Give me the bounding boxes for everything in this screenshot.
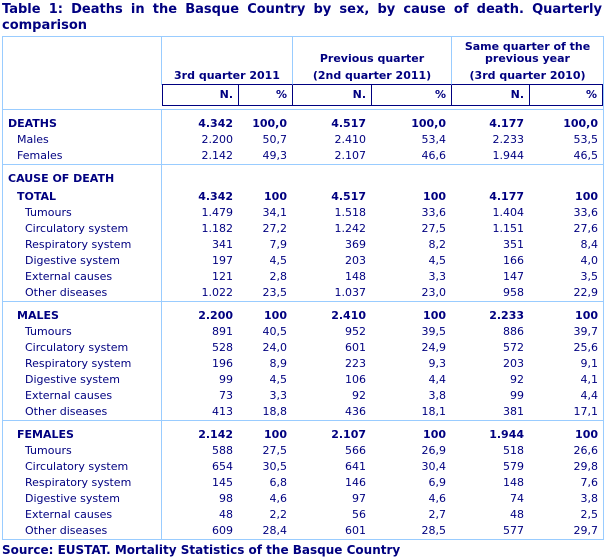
- row-label-cell: External causes: [3, 269, 162, 285]
- table-row: [3, 205, 603, 221]
- table-row: [3, 421, 603, 443]
- row-label-cell: TOTAL: [3, 187, 162, 205]
- value-cell: [292, 165, 371, 187]
- title-line-2: comparison: [2, 18, 88, 33]
- value-cell: 23,5: [238, 285, 292, 302]
- value-cell: 2.233: [489, 309, 525, 322]
- value-cell: 381: [451, 404, 529, 421]
- table-row: [3, 132, 603, 148]
- value-cell: 100: [575, 428, 599, 441]
- row-label-cell: Digestive system: [3, 253, 162, 269]
- value-cell: [451, 165, 529, 187]
- value-cell: 18,1: [371, 404, 451, 421]
- value-cell: 223: [345, 357, 366, 370]
- value-cell: 49,3: [238, 148, 292, 165]
- value-cell: 146: [345, 476, 366, 489]
- value-cell: 100,0: [563, 117, 599, 130]
- value-cell: 6,8: [269, 476, 287, 489]
- row-label-cell: Females: [3, 148, 162, 165]
- value-cell: 48: [510, 508, 525, 521]
- value-cell: 1.037: [292, 285, 371, 302]
- value-cell: 27,6: [573, 222, 599, 235]
- value-cell: 3,8: [428, 389, 447, 402]
- value-cell: 8,9: [269, 357, 287, 370]
- value-cell: 53,4: [421, 133, 447, 146]
- value-cell: 4,0: [580, 254, 599, 267]
- value-cell: 28,5: [421, 524, 447, 537]
- value-cell: 4,5: [428, 254, 447, 267]
- value-cell: 29,7: [573, 524, 599, 537]
- value-cell: 99: [510, 389, 525, 402]
- value-cell: 33,6: [573, 206, 599, 219]
- value-cell: 413: [162, 404, 238, 421]
- subheader-n: N.: [292, 85, 371, 106]
- value-cell: 26,9: [421, 444, 447, 457]
- value-cell: [529, 165, 603, 187]
- row-label-cell: External causes: [3, 507, 162, 523]
- row-label-cell: Tumours: [3, 324, 162, 340]
- value-cell: 24,9: [421, 341, 447, 354]
- table-row: [3, 110, 603, 132]
- table-body: [3, 110, 603, 539]
- value-cell: 1.182: [201, 222, 233, 235]
- value-cell: 27,2: [262, 222, 287, 235]
- value-cell: 29,8: [573, 460, 599, 473]
- value-cell: 4,6: [428, 492, 447, 505]
- value-cell: 98: [219, 492, 233, 505]
- value-cell: 33,6: [421, 206, 447, 219]
- value-cell: 6,9: [428, 476, 447, 489]
- deaths-by-cause-table: [3, 37, 603, 539]
- value-cell: 147: [503, 270, 525, 283]
- value-cell: 369: [345, 238, 366, 251]
- value-cell: 30,4: [421, 460, 447, 473]
- value-cell: 436: [292, 404, 371, 421]
- value-cell: 641: [345, 460, 366, 473]
- value-cell: 2,7: [428, 508, 447, 521]
- title-line-1: Table 1: Deaths in the Basque Country by sex, by cause of death. Quarterly: [2, 2, 602, 17]
- value-cell: 25,6: [573, 341, 599, 354]
- value-cell: 92: [352, 389, 366, 402]
- value-cell: 1.944: [451, 148, 529, 165]
- value-cell: 30,5: [262, 460, 287, 473]
- subheader-n: N.: [162, 85, 238, 106]
- value-cell: 100: [423, 190, 447, 203]
- row-label-cell: Circulatory system: [3, 221, 162, 237]
- value-cell: 4,4: [580, 389, 599, 402]
- table-row: [3, 388, 603, 404]
- value-cell: 528: [212, 341, 233, 354]
- value-cell: 166: [503, 254, 525, 267]
- value-cell: 351: [503, 238, 525, 251]
- value-cell: 34,1: [262, 206, 287, 219]
- table-row: [3, 372, 603, 388]
- table-row: [3, 443, 603, 459]
- value-cell: 3,5: [580, 270, 599, 283]
- value-cell: 148: [345, 270, 366, 283]
- row-label-cell: Digestive system: [3, 491, 162, 507]
- value-cell: 9,3: [428, 357, 447, 370]
- value-cell: 572: [503, 341, 525, 354]
- table-row: [3, 475, 603, 491]
- value-cell: 2,2: [269, 508, 287, 521]
- value-cell: 92: [510, 373, 525, 386]
- value-cell: 2.410: [331, 309, 366, 322]
- value-cell: 197: [212, 254, 233, 267]
- value-cell: 196: [212, 357, 233, 370]
- table-row: [3, 221, 603, 237]
- value-cell: 566: [345, 444, 366, 457]
- value-cell: 2,8: [269, 270, 287, 283]
- value-cell: 654: [212, 460, 233, 473]
- value-cell: [371, 165, 451, 187]
- source-note: Source: EUSTAT. Mortality Statistics of the Basque Country: [2, 543, 401, 557]
- value-cell: 1.022: [162, 285, 238, 302]
- row-label-cell: Tumours: [3, 443, 162, 459]
- value-cell: 886: [503, 325, 525, 338]
- table-row: [3, 340, 603, 356]
- value-cell: 17,1: [529, 404, 603, 421]
- value-cell: 3,8: [580, 492, 599, 505]
- mortality-table: [2, 36, 604, 540]
- value-cell: 100: [423, 309, 447, 322]
- value-cell: 577: [503, 524, 525, 537]
- value-cell: 1.944: [489, 428, 525, 441]
- row-label-cell: Digestive system: [3, 372, 162, 388]
- group-title: Same quarter of the previous year: [464, 40, 591, 65]
- value-cell: 50,7: [262, 133, 287, 146]
- value-cell: 4,5: [269, 373, 287, 386]
- table-row: [3, 491, 603, 507]
- value-cell: 4.177: [489, 117, 525, 130]
- table-row: [3, 253, 603, 269]
- row-label-cell: Circulatory system: [3, 340, 162, 356]
- value-cell: 958: [451, 285, 529, 302]
- table-row: [3, 507, 603, 523]
- value-cell: 24,0: [262, 341, 287, 354]
- table-row: [3, 237, 603, 253]
- value-cell: 8,4: [580, 238, 599, 251]
- group-subtitle: (3rd quarter 2010): [469, 69, 586, 82]
- corner-cell: [3, 37, 162, 85]
- value-cell: 3,3: [269, 389, 287, 402]
- value-cell: 601: [345, 524, 366, 537]
- row-label-cell: Respiratory system: [3, 475, 162, 491]
- value-cell: 2.107: [292, 148, 371, 165]
- value-cell: 8,2: [428, 238, 447, 251]
- value-cell: 891: [212, 325, 233, 338]
- value-cell: 100: [575, 309, 599, 322]
- value-cell: 579: [503, 460, 525, 473]
- value-cell: 609: [212, 524, 233, 537]
- value-cell: [238, 165, 292, 187]
- value-cell: 4.517: [331, 117, 366, 130]
- row-label-cell: Males: [3, 132, 162, 148]
- value-cell: 2.200: [198, 309, 233, 322]
- value-cell: 100: [423, 428, 447, 441]
- row-label-cell: Respiratory system: [3, 237, 162, 253]
- table-row: [3, 404, 603, 421]
- row-label-cell: MALES: [3, 302, 162, 324]
- value-cell: 74: [510, 492, 525, 505]
- value-cell: 39,7: [573, 325, 599, 338]
- row-label-cell: Circulatory system: [3, 459, 162, 475]
- table-row: [3, 285, 603, 302]
- value-cell: 4,6: [269, 492, 287, 505]
- value-cell: 1.242: [334, 222, 366, 235]
- table-row: [3, 148, 603, 165]
- page-title: [0, 0, 604, 34]
- value-cell: 22,9: [529, 285, 603, 302]
- value-cell: 1.479: [201, 206, 233, 219]
- value-cell: 4,4: [428, 373, 447, 386]
- value-cell: 9,1: [580, 357, 599, 370]
- value-cell: 100: [264, 309, 287, 322]
- value-cell: 2.142: [198, 428, 233, 441]
- row-label-cell: External causes: [3, 388, 162, 404]
- value-cell: 4.342: [198, 190, 233, 203]
- value-cell: 4.342: [198, 117, 233, 130]
- column-group-previous-year: [451, 37, 603, 85]
- value-cell: 100,0: [411, 117, 447, 130]
- row-label-cell: Other diseases: [3, 285, 162, 302]
- subheader-pct: %: [529, 85, 603, 106]
- group-subtitle: (2nd quarter 2011): [312, 69, 432, 82]
- table-row: [3, 523, 603, 539]
- table-row: [3, 324, 603, 340]
- value-cell: [162, 165, 238, 187]
- value-cell: 40,5: [262, 325, 287, 338]
- value-cell: 4,5: [269, 254, 287, 267]
- value-cell: 952: [345, 325, 366, 338]
- value-cell: 53,5: [573, 133, 599, 146]
- value-cell: 518: [503, 444, 525, 457]
- value-cell: 100: [264, 428, 287, 441]
- value-cell: 1.404: [492, 206, 525, 219]
- value-cell: 2.107: [331, 428, 366, 441]
- subheader-pct: %: [371, 85, 451, 106]
- value-cell: 1.151: [492, 222, 525, 235]
- column-group-previous-quarter: [292, 37, 451, 85]
- table-row: [3, 459, 603, 475]
- value-cell: 148: [503, 476, 525, 489]
- row-label-cell: Tumours: [3, 205, 162, 221]
- value-cell: 588: [212, 444, 233, 457]
- value-cell: 97: [352, 492, 366, 505]
- value-cell: 2.410: [334, 133, 366, 146]
- value-cell: 4.517: [331, 190, 366, 203]
- table-row: [3, 165, 603, 187]
- value-cell: 4,1: [580, 373, 599, 386]
- value-cell: 106: [345, 373, 366, 386]
- value-cell: 27,5: [421, 222, 447, 235]
- row-label-cell: CAUSE OF DEATH: [3, 165, 162, 187]
- subheader-n: N.: [451, 85, 529, 106]
- table-row: [3, 356, 603, 372]
- value-cell: 7,6: [580, 476, 599, 489]
- value-cell: 46,6: [371, 148, 451, 165]
- value-cell: 601: [345, 341, 366, 354]
- value-cell: 341: [212, 238, 233, 251]
- value-cell: 7,9: [269, 238, 287, 251]
- table-row: [3, 187, 603, 205]
- blank-header-cell: [3, 85, 162, 106]
- row-label-cell: FEMALES: [3, 421, 162, 443]
- value-cell: 73: [219, 389, 233, 402]
- row-label-cell: Other diseases: [3, 523, 162, 539]
- value-cell: 3,3: [428, 270, 447, 283]
- value-cell: 56: [352, 508, 366, 521]
- table-row: [3, 269, 603, 285]
- value-cell: 46,5: [529, 148, 603, 165]
- value-cell: 48: [219, 508, 233, 521]
- value-cell: 23,0: [371, 285, 451, 302]
- value-cell: 121: [212, 270, 233, 283]
- row-label-cell: Other diseases: [3, 404, 162, 421]
- value-cell: 28,4: [262, 524, 287, 537]
- value-cell: 2.233: [492, 133, 525, 146]
- group-title: Previous quarter: [319, 52, 425, 65]
- value-cell: 2,5: [580, 508, 599, 521]
- value-cell: 39,5: [421, 325, 447, 338]
- table-header: [3, 37, 603, 110]
- value-cell: 145: [212, 476, 233, 489]
- value-cell: 26,6: [573, 444, 599, 457]
- row-label-cell: Respiratory system: [3, 356, 162, 372]
- value-cell: 100: [264, 190, 287, 203]
- table-row: [3, 302, 603, 324]
- subheader-pct: %: [238, 85, 292, 106]
- value-cell: 203: [503, 357, 525, 370]
- value-cell: 18,8: [238, 404, 292, 421]
- value-cell: 27,5: [262, 444, 287, 457]
- value-cell: 99: [219, 373, 233, 386]
- value-cell: 2.200: [201, 133, 233, 146]
- value-cell: 2.142: [162, 148, 238, 165]
- value-cell: 1.518: [334, 206, 366, 219]
- value-cell: 203: [345, 254, 366, 267]
- value-cell: 4.177: [489, 190, 525, 203]
- value-cell: 100,0: [252, 117, 287, 130]
- column-group-current-quarter: [162, 37, 292, 85]
- row-label-cell: DEATHS: [3, 110, 162, 132]
- group-subtitle: 3rd quarter 2011: [174, 69, 280, 82]
- value-cell: 100: [575, 190, 599, 203]
